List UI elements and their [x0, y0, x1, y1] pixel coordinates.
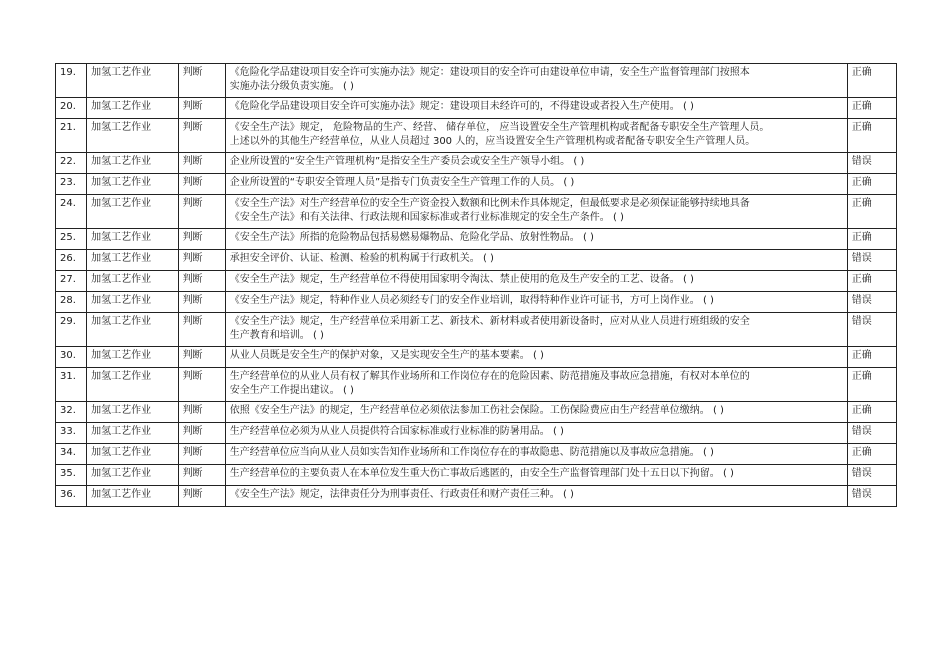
- question-answer: 正确: [847, 119, 896, 153]
- question-number: 22.: [56, 153, 87, 174]
- question-text-line: 企业所设置的“安全生产管理机构”是指安全生产委员会或安全生产领导小组。 ( ): [229, 156, 585, 167]
- question-number: 34.: [56, 444, 87, 465]
- question-text: [225, 119, 847, 153]
- question-table-body: [56, 64, 897, 507]
- question-number: 35.: [56, 465, 87, 486]
- question-text: [225, 153, 847, 174]
- table-row: [56, 368, 897, 402]
- question-text: [225, 174, 847, 195]
- question-type: 判断: [178, 229, 225, 250]
- question-answer: 错误: [847, 313, 896, 347]
- table-row: [56, 98, 897, 119]
- question-text-line: 生产教育和培训。 ( ): [229, 330, 324, 341]
- question-text-line: 《危险化学品建设项目安全许可实施办法》规定：建设项目未经许可的，不得建设或者投入生产使用。 ( ): [229, 101, 694, 112]
- question-answer: 错误: [847, 153, 896, 174]
- question-type: 判断: [178, 444, 225, 465]
- table-row: [56, 64, 897, 98]
- question-number: 27.: [56, 271, 87, 292]
- question-number: 25.: [56, 229, 87, 250]
- question-number: 29.: [56, 313, 87, 347]
- question-answer: 正确: [847, 98, 896, 119]
- question-category: 加氢工艺作业: [87, 465, 178, 486]
- question-text-line: 生产经营单位必须为从业人员提供符合国家标准或行业标准的防暑用品。 ( ): [229, 426, 564, 437]
- question-text-line: 上述以外的其他生产经营单位，从业人员超过 300 人的，应当设置安全生产管理机构或者配备专职安全生产管理人员。: [229, 136, 756, 147]
- question-answer: 错误: [847, 486, 896, 507]
- question-type: 判断: [178, 98, 225, 119]
- table-row: [56, 347, 897, 368]
- question-number: 31.: [56, 368, 87, 402]
- table-row: [56, 292, 897, 313]
- question-number: 20.: [56, 98, 87, 119]
- question-category: 加氢工艺作业: [87, 486, 178, 507]
- question-category: 加氢工艺作业: [87, 250, 178, 271]
- question-answer: 错误: [847, 292, 896, 313]
- question-text: [225, 98, 847, 119]
- table-row: [56, 271, 897, 292]
- question-answer: 正确: [847, 174, 896, 195]
- question-category: 加氢工艺作业: [87, 347, 178, 368]
- question-type: 判断: [178, 347, 225, 368]
- question-text: [225, 368, 847, 402]
- question-category: 加氢工艺作业: [87, 64, 178, 98]
- question-text-line: 生产经营单位的主要负责人在本单位发生重大伤亡事故后逃匿的，由安全生产监督管理部门处十五日以下拘留。 ( ): [229, 468, 734, 479]
- table-row: [56, 486, 897, 507]
- question-text-line: 《安全生产法》和有关法律、行政法规和国家标准或者行业标准规定的安全生产条件。 ( ): [229, 212, 624, 223]
- question-type: 判断: [178, 292, 225, 313]
- question-number: 26.: [56, 250, 87, 271]
- question-category: 加氢工艺作业: [87, 119, 178, 153]
- question-text: [225, 313, 847, 347]
- question-type: 判断: [178, 250, 225, 271]
- question-category: 加氢工艺作业: [87, 313, 178, 347]
- question-text: [225, 229, 847, 250]
- question-answer: 正确: [847, 444, 896, 465]
- question-answer: 正确: [847, 64, 896, 98]
- question-category: 加氢工艺作业: [87, 174, 178, 195]
- question-text-line: 《安全生产法》规定，生产经营单位不得使用国家明令淘汰、禁止使用的危及生产安全的工艺、设备。 ( ): [229, 274, 694, 285]
- question-category: 加氢工艺作业: [87, 229, 178, 250]
- table-row: [56, 465, 897, 486]
- question-text: [225, 292, 847, 313]
- question-text-line: 《安全生产法》规定，生产经营单位采用新工艺、新技术、新材料或者使用新设备时，应对从业人员进行班组级的安全: [229, 316, 750, 327]
- question-text-line: 《安全生产法》规定， 危险物品的生产、经营、 储存单位， 应当设置安全生产管理机构或者配备专职安全生产管理人员。: [229, 122, 770, 133]
- question-type: 判断: [178, 271, 225, 292]
- question-number: 33.: [56, 423, 87, 444]
- question-text-line: 承担安全评价、认证、检测、检验的机构属于行政机关。 ( ): [229, 253, 494, 264]
- question-text: [225, 271, 847, 292]
- table-row: [56, 313, 897, 347]
- question-text-line: 实施办法分级负责实施。 ( ): [229, 81, 354, 92]
- question-category: 加氢工艺作业: [87, 402, 178, 423]
- question-type: 判断: [178, 64, 225, 98]
- question-text-line: 《安全生产法》所指的危险物品包括易燃易爆物品、危险化学品、放射性物品。 ( ): [229, 232, 594, 243]
- question-text-line: 《安全生产法》规定，法律责任分为刑事责任、行政责任和财产责任三种。 ( ): [229, 489, 574, 500]
- table-row: [56, 444, 897, 465]
- question-number: 21.: [56, 119, 87, 153]
- question-type: 判断: [178, 465, 225, 486]
- question-text: [225, 444, 847, 465]
- question-category: 加氢工艺作业: [87, 271, 178, 292]
- question-type: 判断: [178, 119, 225, 153]
- question-text-line: 企业所设置的“专职安全管理人员”是指专门负责安全生产管理工作的人员。 ( ): [229, 177, 575, 188]
- question-number: 19.: [56, 64, 87, 98]
- question-text-line: 《安全生产法》对生产经营单位的安全生产资金投入数额和比例未作具体规定，但最低要求是必须保证能够持续地具备: [229, 198, 750, 209]
- table-row: [56, 229, 897, 250]
- question-text-line: 安全生产工作提出建议。 ( ): [229, 385, 354, 396]
- question-number: 28.: [56, 292, 87, 313]
- question-type: 判断: [178, 174, 225, 195]
- question-text-line: 依照《安全生产法》的规定，生产经营单位必须依法参加工伤社会保险。工伤保险费应由生产经营单位缴纳。 ( ): [229, 405, 724, 416]
- question-answer: 正确: [847, 271, 896, 292]
- question-table: [55, 63, 897, 507]
- question-type: 判断: [178, 368, 225, 402]
- question-category: 加氢工艺作业: [87, 423, 178, 444]
- question-answer: 正确: [847, 195, 896, 229]
- question-text-line: 生产经营单位的从业人员有权了解其作业场所和工作岗位存在的危险因素、防范措施及事故应急措施，有权对本单位的: [229, 371, 750, 382]
- question-text: [225, 195, 847, 229]
- question-text: [225, 423, 847, 444]
- question-text: [225, 250, 847, 271]
- question-text: [225, 402, 847, 423]
- table-row: [56, 195, 897, 229]
- question-text: [225, 465, 847, 486]
- question-category: 加氢工艺作业: [87, 98, 178, 119]
- question-category: 加氢工艺作业: [87, 368, 178, 402]
- question-number: 23.: [56, 174, 87, 195]
- question-answer: 错误: [847, 250, 896, 271]
- question-answer: 正确: [847, 368, 896, 402]
- question-text-line: 《危险化学品建设项目安全许可实施办法》规定：建设项目的安全许可由建设单位申请，安全生产监督管理部门按照本: [229, 67, 750, 78]
- question-text-line: 生产经营单位应当向从业人员如实告知作业场所和工作岗位存在的事故隐患、防范措施以及事故应急措施。 ( ): [229, 447, 714, 458]
- table-row: [56, 250, 897, 271]
- question-type: 判断: [178, 195, 225, 229]
- question-type: 判断: [178, 313, 225, 347]
- question-type: 判断: [178, 423, 225, 444]
- question-answer: 正确: [847, 402, 896, 423]
- question-number: 32.: [56, 402, 87, 423]
- question-category: 加氢工艺作业: [87, 195, 178, 229]
- question-type: 判断: [178, 153, 225, 174]
- question-type: 判断: [178, 486, 225, 507]
- table-row: [56, 174, 897, 195]
- table-row: [56, 119, 897, 153]
- question-answer: 错误: [847, 423, 896, 444]
- question-text: [225, 64, 847, 98]
- question-answer: 正确: [847, 229, 896, 250]
- question-text-line: 从业人员既是安全生产的保护对象，又是实现安全生产的基本要素。 ( ): [229, 350, 544, 361]
- table-row: [56, 423, 897, 444]
- table-row: [56, 153, 897, 174]
- question-number: 30.: [56, 347, 87, 368]
- question-category: 加氢工艺作业: [87, 444, 178, 465]
- question-number: 24.: [56, 195, 87, 229]
- question-text: [225, 486, 847, 507]
- question-answer: 错误: [847, 465, 896, 486]
- question-text: [225, 347, 847, 368]
- question-type: 判断: [178, 402, 225, 423]
- question-category: 加氢工艺作业: [87, 153, 178, 174]
- question-category: 加氢工艺作业: [87, 292, 178, 313]
- question-number: 36.: [56, 486, 87, 507]
- table-row: [56, 402, 897, 423]
- question-text-line: 《安全生产法》规定，特种作业人员必须经专门的安全作业培训，取得特种作业许可证书，方可上岗作业。 ( ): [229, 295, 714, 306]
- question-answer: 正确: [847, 347, 896, 368]
